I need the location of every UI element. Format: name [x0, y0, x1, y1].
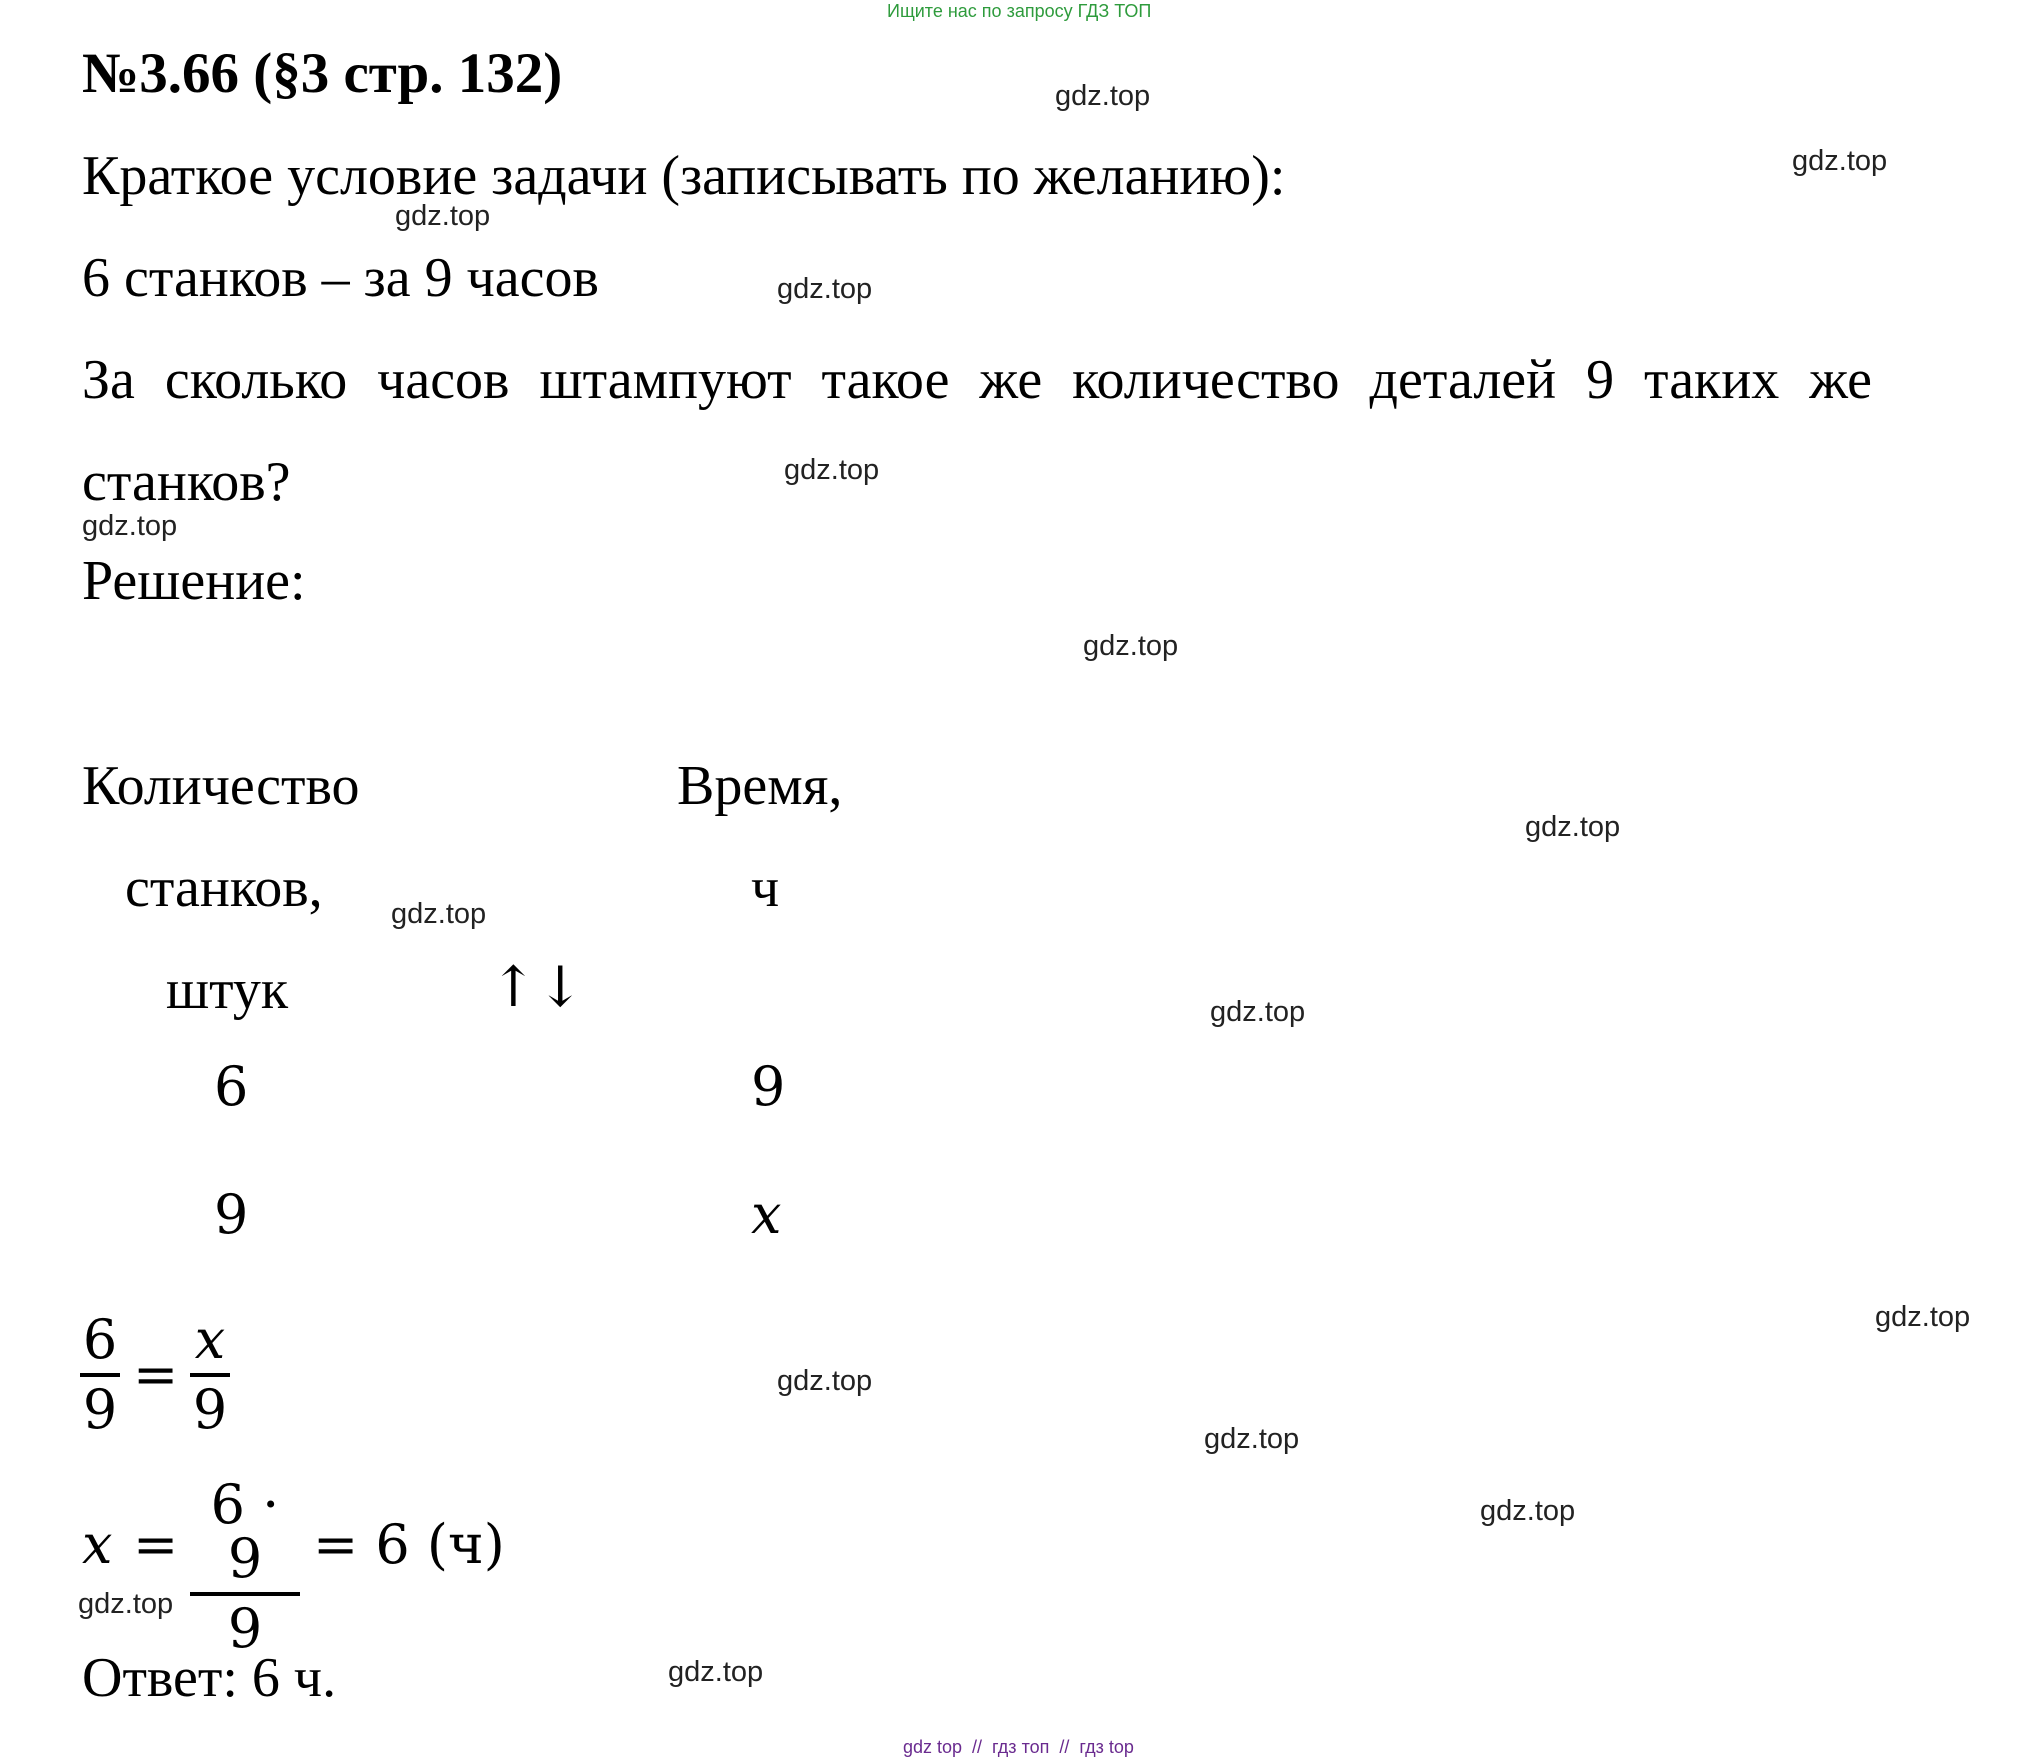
answer: Ответ: 6 ч. [82, 1647, 337, 1709]
watermark: gdz.top [391, 898, 487, 930]
solve-result: = 6 (ч) [313, 1513, 505, 1576]
watermark: gdz.top [1480, 1495, 1576, 1527]
solve-fraction [190, 1473, 300, 1660]
fraction-bar [190, 1373, 230, 1377]
watermark: gdz.top [1525, 811, 1621, 843]
solution-label: Решение: [82, 550, 306, 612]
proportion-left-fraction [80, 1308, 120, 1441]
question-line-2: станков? [82, 451, 291, 513]
proportion-left-numerator: 6 [82, 1308, 118, 1371]
fraction-bar [80, 1373, 120, 1377]
watermark: gdz.top [82, 510, 178, 542]
page-title: №3.66 (§3 стр. 132) [82, 42, 563, 105]
watermark: gdz.top [78, 1588, 174, 1620]
watermark: gdz.top [784, 454, 880, 486]
condition-line: 6 станков – за 9 часов [82, 247, 599, 309]
solve-denominator: 9 [227, 1597, 263, 1660]
top-banner[interactable]: Ищите нас по запросу ГДЗ ТОП [887, 1, 1152, 21]
inverse-proportion-arrows: ↑↓ [490, 955, 584, 1020]
row1-machines: 6 [214, 1055, 249, 1118]
watermark: gdz.top [777, 1365, 873, 1397]
col2-header-line1: Время, [677, 755, 843, 817]
proportion-equals: = [133, 1343, 179, 1406]
solve-equals: = [133, 1513, 179, 1576]
proportion-right-denominator: 9 [192, 1378, 228, 1441]
solve-numerator: 6 · 9 [210, 1473, 280, 1590]
watermark: gdz.top [777, 273, 873, 305]
proportion-right-fraction [190, 1308, 230, 1441]
watermark: gdz.top [395, 200, 491, 232]
col1-header-line2: станков, [125, 857, 323, 919]
row2-machines: 9 [214, 1183, 249, 1246]
col1-header-line1: Количество [82, 755, 360, 817]
watermark: gdz.top [1210, 996, 1306, 1028]
proportion-left-denominator: 9 [82, 1378, 118, 1441]
col1-header-line3: штук [166, 959, 289, 1021]
fraction-bar [190, 1592, 300, 1596]
row1-time: 9 [751, 1055, 786, 1118]
watermark: gdz.top [1055, 80, 1151, 112]
question-line-1: За сколько часов штампуют такое же количество деталей 9 таких же [82, 349, 1872, 411]
bottom-banner[interactable]: gdz top // гдз топ // гдз top [903, 1737, 1134, 1757]
watermark: gdz.top [1204, 1423, 1300, 1455]
watermark: gdz.top [1875, 1301, 1971, 1333]
col2-header-line2: ч [751, 857, 780, 919]
row2-time: x [751, 1183, 782, 1246]
watermark: gdz.top [1792, 145, 1888, 177]
watermark: gdz.top [668, 1656, 764, 1688]
watermark: gdz.top [1083, 630, 1179, 662]
proportion-right-numerator: x [194, 1308, 226, 1371]
condition-heading: Краткое условие задачи (записывать по желанию): [82, 145, 1286, 207]
solve-variable: x [82, 1513, 113, 1576]
